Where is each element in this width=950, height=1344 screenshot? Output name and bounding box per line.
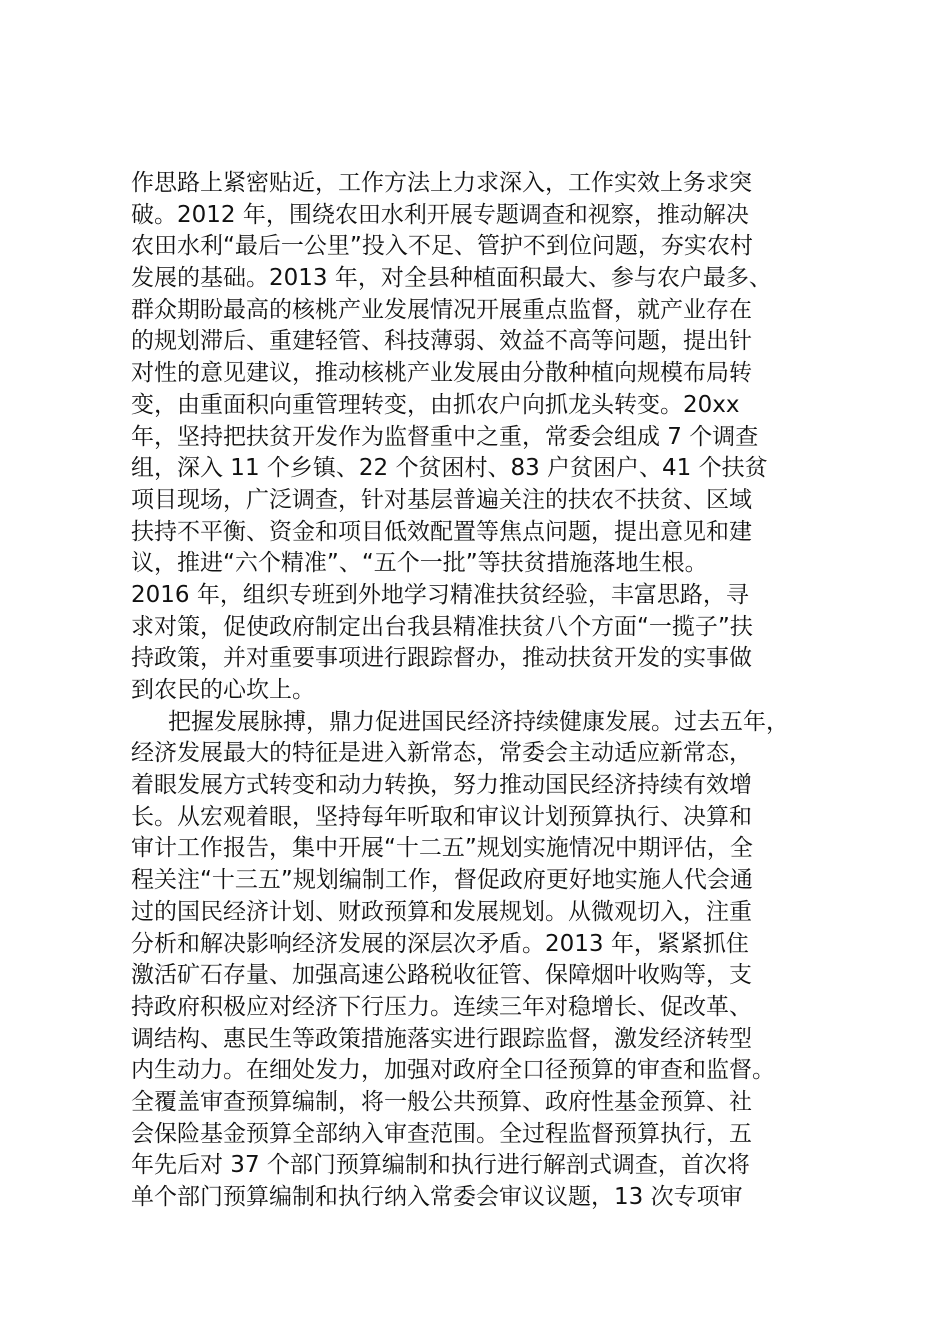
text-line: 激活矿石存量、加强高速公路税收征管、保障烟叶收购等，支 xyxy=(131,962,752,989)
text-line: 扶持不平衡、资金和项目低效配置等焦点问题，提出意见和建 xyxy=(131,518,752,545)
body-text xyxy=(131,168,831,1214)
text-line: 组，深入 11 个乡镇、22 个贫困村、83 户贫困户、41 个扶贫 xyxy=(131,455,768,482)
text-line: 分析和解决影响经济发展的深层次矛盾。2013 年，紧紧抓住 xyxy=(131,930,749,957)
text-line: 群众期盼最高的核桃产业发展情况开展重点监督，就产业存在 xyxy=(131,296,752,323)
text-line: 的规划滞后、重建轻管、科技薄弱、效益不高等问题，提出针 xyxy=(131,328,752,355)
text-line: 调结构、惠民生等政策措施落实进行跟踪监督，激发经济转型 xyxy=(131,1025,752,1052)
text-line: 年先后对 37 个部门预算编制和执行进行解剖式调查，首次将 xyxy=(131,1152,750,1179)
text-line: 作思路上紧密贴近，工作方法上力求深入，工作实效上务求突 xyxy=(131,170,752,196)
text-line: 过的国民经济计划、财政预算和发展规划。从微观切入，注重 xyxy=(131,898,752,925)
text-line: 内生动力。在细处发力，加强对政府全口径预算的审查和监督。 xyxy=(131,1057,775,1084)
text-line: 单个部门预算编制和执行纳入常委会审议议题，13 次专项审 xyxy=(131,1184,743,1210)
text-line: 程关注“十三五”规划编制工作，督促政府更好地实施人代会通 xyxy=(131,867,753,894)
text-line: 着眼发展方式转变和动力转换，努力推动国民经济持续有效增 xyxy=(131,772,752,799)
text-line: 破。2012 年，围绕农田水利开展专题调查和视察，推动解决 xyxy=(131,201,749,228)
text-line: 长。从宏观着眼，坚持每年听取和审议计划预算执行、决算和 xyxy=(131,803,752,830)
text-line: 到农民的心坎上。 xyxy=(131,677,315,703)
paragraph-rural-poverty xyxy=(131,168,831,707)
text-line: 求对策，促使政府制定出台我县精准扶贫八个方面“一揽子”扶 xyxy=(131,613,753,640)
text-line: 对性的意见建议，推动核桃产业发展由分散种植向规模布局转 xyxy=(131,360,752,387)
text-line: 农田水利“最后一公里”投入不足、管护不到位问题，夯实农村 xyxy=(131,233,753,260)
text-line: 变，由重面积向重管理转变，由抓农户向抓龙头转变。20xx xyxy=(131,391,740,418)
text-line: 项目现场，广泛调查，针对基层普遍关注的扶农不扶贫、区域 xyxy=(131,486,752,513)
text-line: 2016 年，组织专班到外地学习精准扶贫经验，丰富思路，寻 xyxy=(131,581,749,608)
text-line: 持政策，并对重要事项进行跟踪督办，推动扶贫开发的实事做 xyxy=(131,645,752,672)
text-line: 议，推进“六个精准”、“五个一批”等扶贫措施落地生根。 xyxy=(131,550,708,577)
text-line: 会保险基金预算全部纳入审查范围。全过程监督预算执行，五 xyxy=(131,1120,752,1147)
text-line: 持政府积极应对经济下行压力。连续三年对稳增长、促改革、 xyxy=(131,993,752,1020)
text-line: 审计工作报告，集中开展“十二五”规划实施情况中期评估，全 xyxy=(131,835,753,862)
text-line: 发展的基础。2013 年，对全县种植面积最大、参与农户最多、 xyxy=(131,265,772,292)
paragraph-economic-development xyxy=(131,707,831,1214)
text-line: 经济发展最大的特征是进入新常态，常委会主动适应新常态， xyxy=(131,740,752,767)
text-line: 全覆盖审查预算编制，将一般公共预算、政府性基金预算、社 xyxy=(131,1088,752,1115)
text-line-indented: 把握发展脉搏，鼎力促进国民经济持续健康发展。过去五年， xyxy=(168,708,789,735)
text-line: 年，坚持把扶贫开发作为监督重中之重，常委会组成 7 个调查 xyxy=(131,423,759,450)
